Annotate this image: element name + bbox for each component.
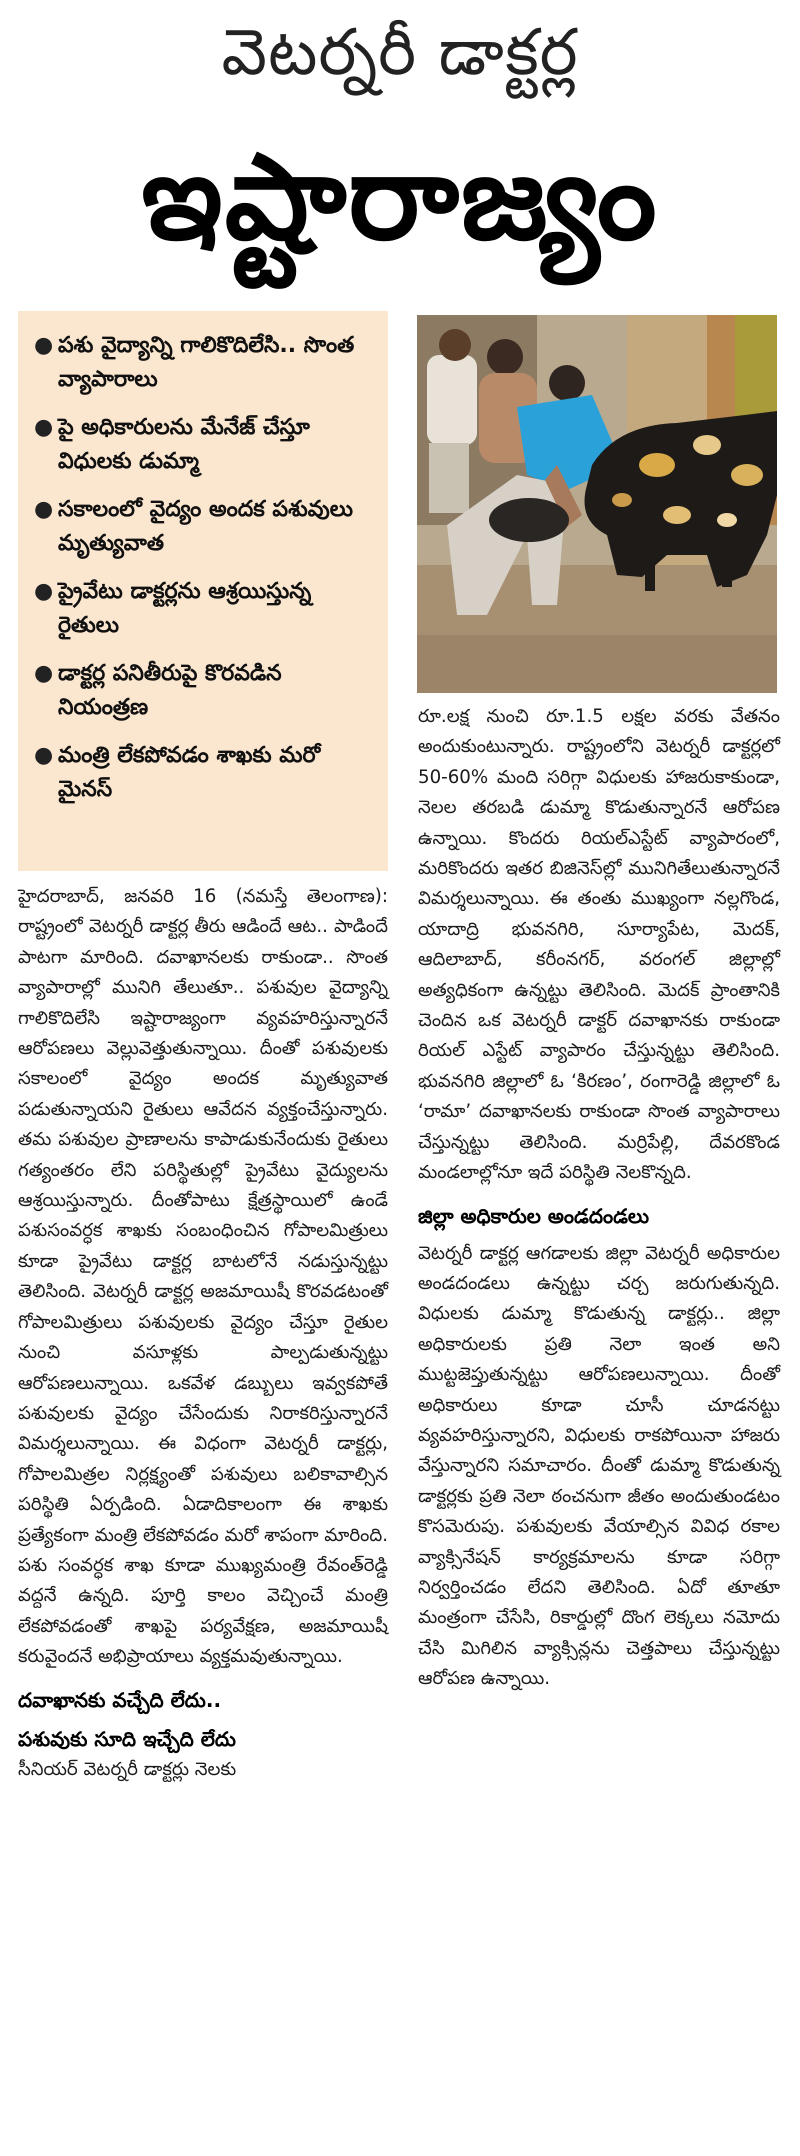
article-column-right [418,702,780,1695]
bullet-icon: ● [34,333,54,358]
highlight-item [34,575,374,643]
highlight-item [34,493,374,561]
bullet-icon: ● [34,415,54,440]
bullet-icon: ● [34,743,54,768]
highlight-text: పశు వైద్యాన్ని గాలికొదిలేసి.. సొంత వ్యాపారాలు [58,333,355,392]
highlight-text: ప్రైవేటు డాక్టర్లను ఆశ్రయిస్తున్న రైతులు [58,579,312,638]
bullet-icon: ● [34,579,54,604]
highlight-item [34,657,374,725]
subheading: పశువుకు సూది ఇచ్చేది లేదు [18,1726,236,1751]
highlight-text: మంత్రి లేకపోవడం శాఖకు మరో మైనస్ [58,743,321,802]
highlight-item [34,411,374,479]
subheading: దవాఖానకు వచ్చేది లేదు.. [18,1687,222,1712]
article-paragraph: సీనియర్ వెటర్నరీ డాక్టర్లు నెలకు [18,1758,237,1780]
headline-line-2: ఇష్టారాజ్యం [141,128,659,266]
news-photo [417,315,777,693]
headline-line-1: వెటర్నరీ డాక్టర్ల [221,16,579,90]
highlight-item [34,329,374,397]
highlights-box [18,311,388,871]
article-paragraph: రూ.లక్ష నుంచి రూ.1.5 లక్షల వరకు వేతనం అందుకుంటున్నారు. రాష్ట్రంలోని వెటర్నరీ డాక్టర్లలో 50-60% మంది సరిగ్గా విధులకు హాజరుకాకుండా, నెలల తరబడి డుమ్మా కొడుతున్నారనే ఆరోపణ ఉన్నాయి. కొందరు రియల్‌ఎస్టేట్ వ్యాపారంలో, మరికొందరు ఇతర బిజినెస్‌ల్లో మునిగితేలుతున్నారనే విమర్శలున్నాయి. ఈ తంతు ముఖ్యంగా నల్లగొండ, యాదాద్రి భువనగిరి, సూర్యాపేట, మెదక్, ఆదిలాబాద్, కరీంనగర్, వరంగల్ జిల్లాల్లో అత్యధికంగా ఉన్నట్టు తెలిసింది. మెదక్ ప్రాంతానికి చెందిన ఒక వెటర్నరీ డాక్టర్ దవాఖానకు రాకుండా రియల్ ఎస్టేట్ వ్యాపారం చేస్తున్నట్టు తెలిసింది. భువనగిరి జిల్లాలో ఓ ‘కిరణం’, రంగారెడ్డి జిల్లాలో ఓ ‘రామా’ దవాఖానలకు రాకుండా సొంత వ్యాపారాలు చేస్తున్నట్టు తెలిసింది. మర్రిపేల్లి, దేవరకొండ మండలాల్లోనూ ఇదే పరిస్థితి నెలకొన్నది. [418,706,780,1184]
highlight-text: సకాలంలో వైద్యం అందక పశువులు మృత్యువాత [58,497,353,556]
bullet-icon: ● [34,497,54,522]
subheading: జిల్లా అధికారుల అండదండలు [418,1203,650,1228]
article-paragraph: వెటర్నరీ డాక్టర్ల ఆగడాలకు జిల్లా వెటర్నరీ అధికారుల అండదండలు ఉన్నట్టు చర్చ జరుగుతున్నది. విధులకు డుమ్మా కొడుతున్న డాక్టర్లు.. జిల్లా అధికారులకు ప్రతి నెలా ఇంత అని ముట్టజెప్తుతున్నట్టు ఆరోపణలున్నాయి. దీంతో అధికారులు కూడా చూసీ చూడనట్టు వ్యవహరిస్తున్నారని, విధులకు రాకపోయినా హాజరు వేస్తున్నారని సమాచారం. దీంతో డుమ్మా కొడుతున్న డాక్టర్లకు ప్రతి నెలా ఠంచనుగా జీతం అందుతుండటం కొసమెరుపు. పశువులకు వేయాల్సిన వివిధ రకాల వ్యాక్సినేషన్ కార్యక్రమాలను కూడా సరిగ్గా నిర్వర్తించడం లేదని తెలిసింది. ఏదో తూతూ మంత్రంగా చేసేసి, రికార్డుల్లో దొంగ లెక్కలు నమోదు చేసి మిగిలిన వ్యాక్సిన్లను చెత్తపాలు చేస్తున్నట్టు ఆరోపణ ఉన్నాయి. [418,1242,780,1690]
article-column-left [18,882,388,1785]
article-paragraph: హైదరాబాద్, జనవరి 16 (నమస్తే తెలంగాణ): రాష్ట్రంలో వెటర్నరీ డాక్టర్ల తీరు ఆడిందే ఆట.. పాడిందే పాటగా మారింది. దవాఖానలకు రాకుండా.. సొంత వ్యాపారాల్లో మునిగి తేలుతూ.. పశువుల వైద్యాన్ని గాలికొదిలేసి ఇష్టారాజ్యంగా వ్యవహరిస్తున్నారనే ఆరోపణలు వెల్లువెత్తుతున్నాయి. దీంతో పశువులకు సకాలంలో వైద్యం అందక మృత్యువాత పడుతున్నాయని రైతులు ఆవేదన వ్యక్తంచేస్తున్నారు. తమ పశువుల ప్రాణాలను కాపాడుకునేందుకు రైతులు గత్యంతరం లేని పరిస్థితుల్లో ప్రైవేటు వైద్యులను ఆశ్రయిస్తున్నారు. దీంతోపాటు క్షేత్రస్థాయిలో ఉండే పశుసంవర్ధక శాఖకు సంబంధించిన గోపాలమిత్రులు కూడా ప్రైవేటు డాక్టర్ల బాటలోనే నడుస్తున్నట్టు తెలిసింది. వెటర్నరీ డాక్టర్ల అజమాయిషీ కొరవడటంతో గోపాలమిత్రులు పశువులకు వైద్యం చేస్తూ రైతుల నుంచి వసూళ్లకు పాల్పడుతున్నట్టు ఆరోపణలున్నాయి. ఒకవేళ డబ్బులు ఇవ్వకపోతే పశువులకు వైద్యం చేసేందుకు నిరాకరిస్తున్నారనే విమర్శలున్నాయి. ఈ విధంగా వెటర్నరీ డాక్టర్లు, గోపాలమిత్రల నిర్లక్ష్యంతో పశువులు బలికావాల్సిన పరిస్థితి ఏర్పడింది. ఏడాదికాలంగా ఈ శాఖకు ప్రత్యేకంగా మంత్రి లేకపోవడం మరో శాపంగా మారింది. పశు సంవర్ధక శాఖ కూడా ముఖ్యమంత్రి రేవంత్‌రెడ్డి వద్దనే ఉన్నది. పూర్తి కాలం వెచ్చించే మంత్రి లేకపోవడంతో శాఖపై పర్యవేక్షణ, అజమాయిషీ కరువైందనే అభిప్రాయాలు వ్యక్తమవుతున్నాయి. [18,886,388,1668]
highlight-item [34,739,374,807]
highlight-text: డాక్టర్ల పనితీరుపై కొరవడిన నియంత్రణ [58,661,282,720]
bullet-icon: ● [34,661,54,686]
highlight-text: పై అధికారులను మేనేజ్ చేస్తూ విధులకు డుమ్మా [58,415,310,474]
